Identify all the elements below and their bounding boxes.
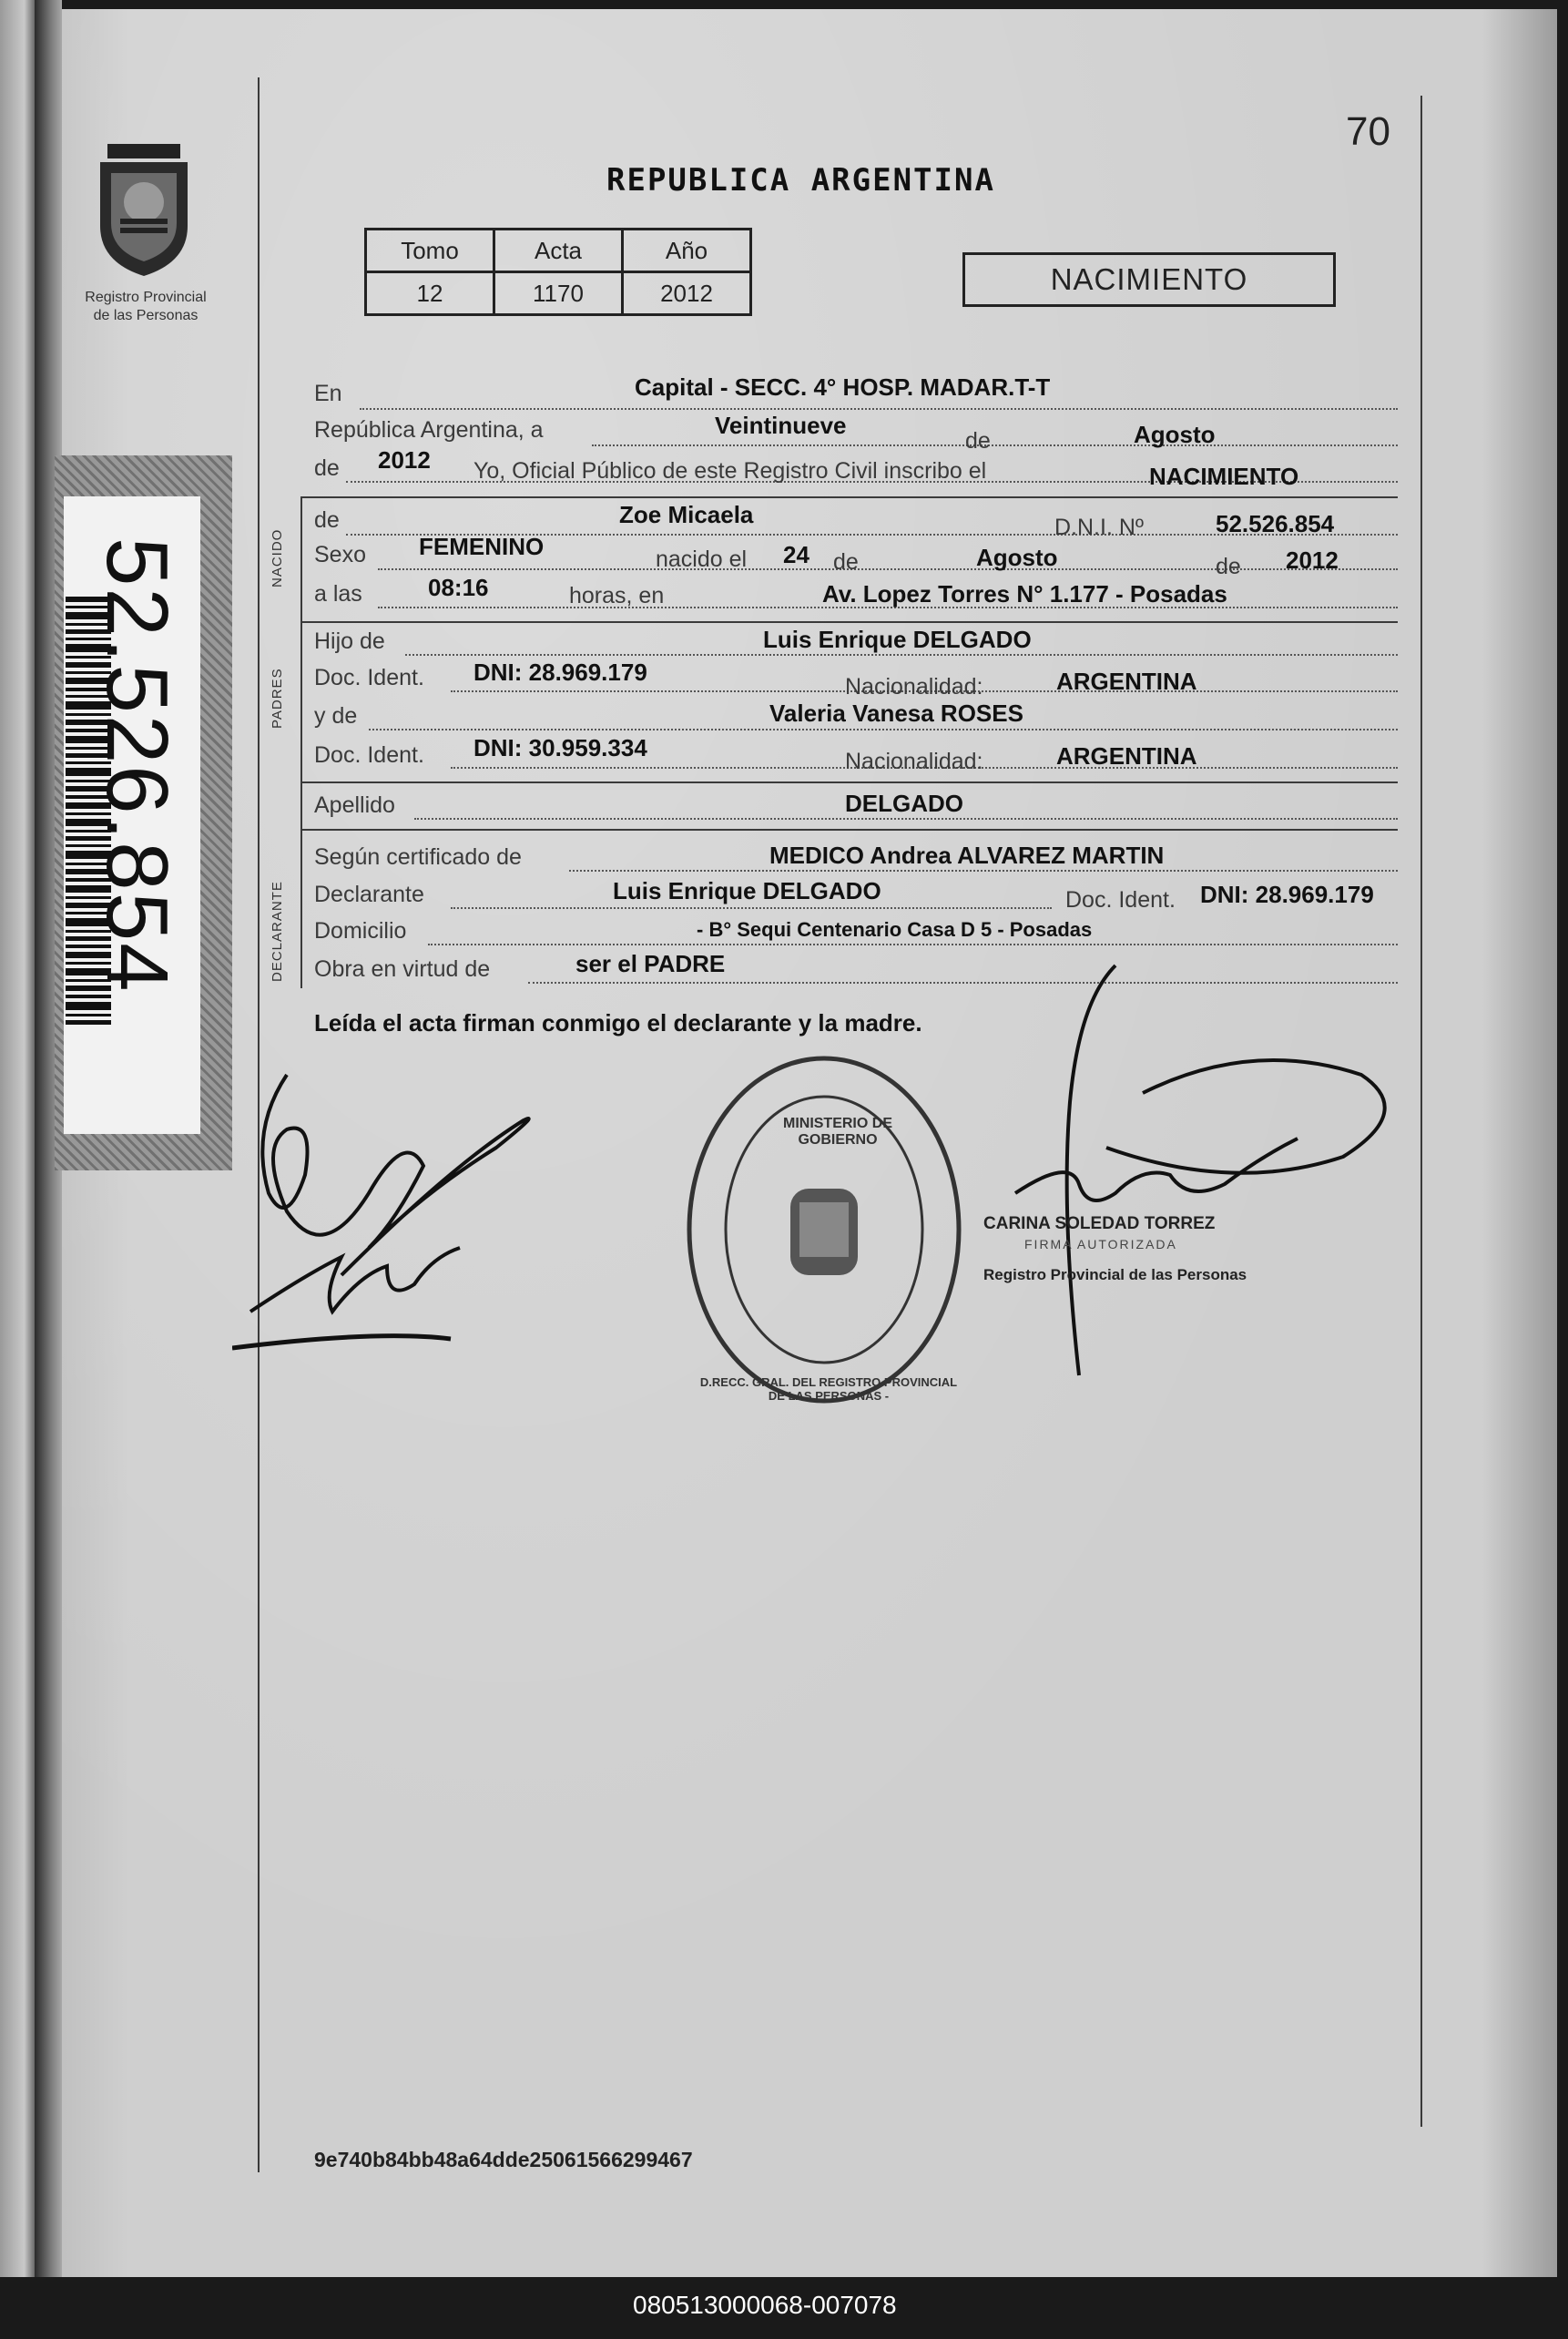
act-type-label: NACIMIENTO [1050,262,1248,296]
side-label-padres: PADRES [270,668,285,729]
fill-line [451,907,1052,909]
day-words: Veintinueve [715,412,847,439]
domicilio-label: Domicilio [314,918,407,944]
a-las-label: a las [314,581,362,607]
anio-header: Año [623,230,751,272]
fill-line [378,568,1398,570]
obra-value: ser el PADRE [575,950,726,977]
father-name: Luis Enrique DELGADO [763,626,1032,653]
oficial-text: Yo, Oficial Público de este Registro Civil inscribo el [473,458,987,484]
declarant-name: Luis Enrique DELGADO [613,877,881,904]
acta-header: Acta [494,230,623,272]
row-separator [300,781,1398,783]
address-value: - B° Sequi Centenario Casa D 5 - Posadas [697,918,1093,941]
madre-nacionalidad-label: Nacionalidad: [845,749,983,774]
madre-doc-label: Doc. Ident. [314,742,424,768]
birth-time: 08:16 [428,574,489,601]
official-signature [979,956,1416,1384]
barcode-number: 52.526.854 [88,537,186,994]
side-label-declarante: DECLARANTE [270,881,285,982]
birth-year: 2012 [1286,546,1339,574]
document-hash: 9e740b84bb48a64dde25061566299467 [314,2148,693,2171]
facing-page-edge [0,0,35,2277]
mother-name: Valeria Vanesa ROSES [769,700,1023,727]
padre-doc-label: Doc. Ident. [314,665,424,690]
certificado-label: Según certificado de [314,844,522,870]
province-shield-icon [80,137,208,287]
birth-day: 24 [783,541,809,568]
hijo-de-label: Hijo de [314,628,385,654]
declarante-doc-label: Doc. Ident. [1065,887,1176,913]
month-value: Agosto [1134,421,1216,448]
registry-logo [80,137,208,287]
declarant-doc: DNI: 28.969.179 [1200,881,1374,908]
footer-id: 080513000068-007078 [633,2291,897,2319]
en-value: Capital - SECC. 4° HOSP. MADAR.T-T [635,373,1051,401]
declarant-signature [232,1038,596,1366]
father-doc: DNI: 28.969.179 [473,659,647,686]
child-name: Zoe Micaela [619,501,754,528]
surname-value: DELGADO [845,790,963,817]
row-separator [300,829,1398,831]
mother-doc: DNI: 30.959.334 [473,734,647,761]
tomo-header: Tomo [366,230,494,272]
nacido-el-label: nacido el [656,546,748,572]
registry-caption-1: Registro Provincial [85,290,207,305]
acta-value: 1170 [494,272,623,315]
en-label: En [314,381,342,406]
registry-caption-2: de las Personas [93,308,199,323]
padre-nacionalidad-label: Nacionalidad: [845,674,983,700]
anio-value: 2012 [623,272,751,315]
right-margin-line [1420,96,1422,2127]
father-nationality: ARGENTINA [1056,668,1197,695]
stamp-office: Registro Provincial de las Personas [983,1266,1247,1283]
de-label: de [965,428,991,454]
section-divider-line [300,496,302,988]
birth-month: Agosto [976,544,1058,571]
stamp-role: FIRMA AUTORIZADA [1024,1237,1177,1251]
de3-label: de [314,507,340,533]
seal-inner-text: MINISTERIO DE GOBIERNO [782,1116,892,1148]
sexo-value: FEMENINO [419,533,545,560]
certificate-value: MEDICO Andrea ALVAREZ MARTIN [769,842,1165,869]
fill-line [569,870,1398,872]
mother-nationality: ARGENTINA [1056,742,1197,770]
de2-label: de [314,455,340,481]
fill-line [414,818,1398,820]
fill-line [405,654,1398,656]
de4-label: de [833,549,859,575]
fill-line [360,408,1398,410]
document-title: REPUBLICA ARGENTINA [606,162,995,199]
tomo-value: 12 [366,272,494,315]
sexo-label: Sexo [314,542,366,567]
year-value: 2012 [378,446,431,474]
de5-label: de [1216,554,1241,579]
birth-place: Av. Lopez Torres N° 1.177 - Posadas [822,580,1227,608]
side-label-nacido: NACIDO [270,528,285,587]
row-separator [300,496,1398,498]
obra-label: Obra en virtud de [314,956,491,982]
seal-icon [683,1052,965,1407]
closing-text: Leída el acta firman conmigo el declarante y la madre. [314,1009,922,1037]
horas-en-label: horas, en [569,583,665,608]
inscribo-tipo: NACIMIENTO [1149,463,1299,490]
act-type-box [962,252,1336,307]
dni-label: D.N.I. Nº [1054,515,1145,540]
page-number: 70 [1346,109,1390,154]
apellido-label: Apellido [314,792,395,818]
fill-line [592,444,1398,446]
republica-label: República Argentina, a [314,417,544,443]
book-reference-table [364,228,752,316]
stamp-name: CARINA SOLEDAD TORREZ [983,1214,1216,1233]
row-separator [300,621,1398,623]
fill-line [369,729,1398,730]
y-de-label: y de [314,703,358,729]
declarante-label: Declarante [314,882,424,907]
dni-value: 52.526.854 [1216,510,1335,537]
official-seal [683,1052,965,1407]
seal-outer-text: D.RECC. GRAL. DEL REGISTRO PROVINCIAL DE LAS PERSONAS - [699,1375,958,1403]
fill-line [428,944,1398,945]
